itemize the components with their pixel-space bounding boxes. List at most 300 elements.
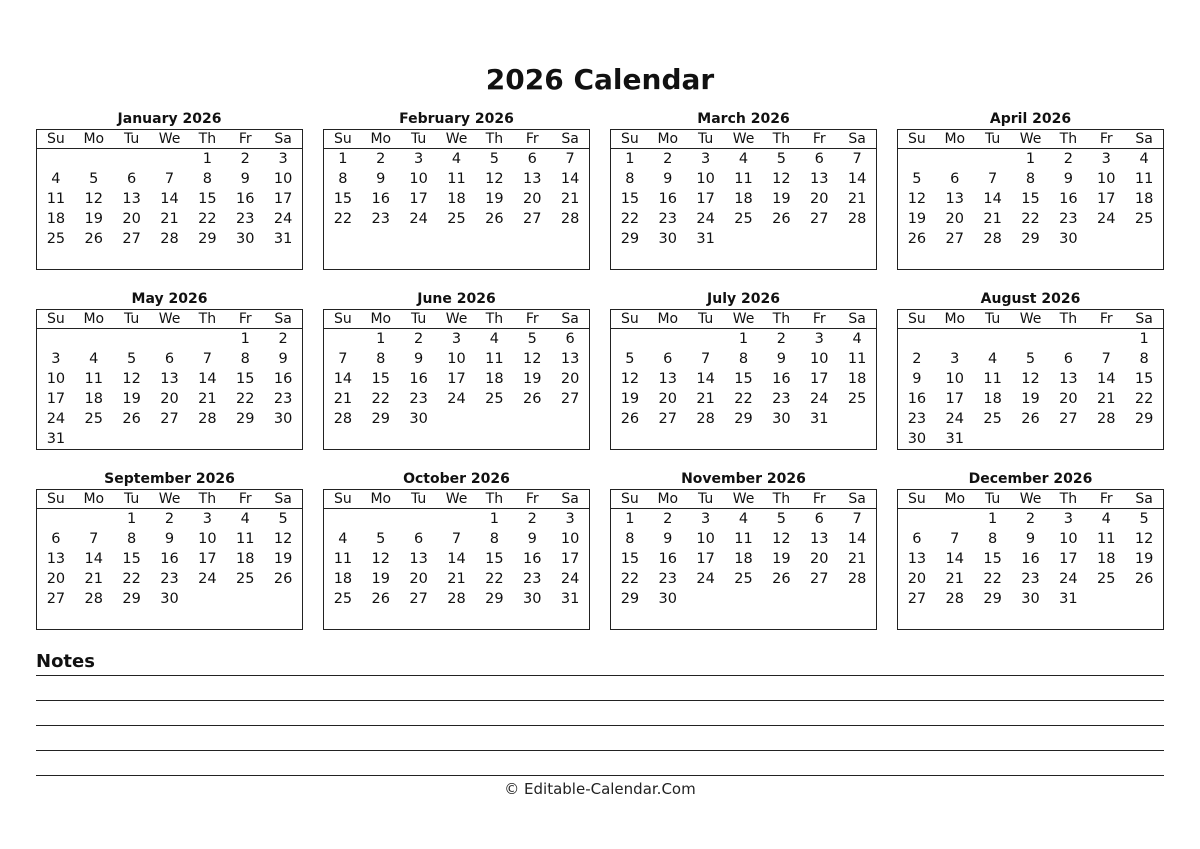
day-empty	[362, 509, 400, 529]
day-cell: 11	[447, 171, 466, 187]
day-cell: 7	[852, 151, 862, 167]
day-cell: 2	[663, 511, 673, 527]
day-cell: 13	[1059, 371, 1078, 387]
month-table	[36, 309, 303, 450]
day-cell: 1	[738, 331, 749, 347]
day-cell: 3	[202, 511, 212, 527]
day-cell: 20	[46, 571, 66, 587]
day-cell: 3	[414, 151, 424, 167]
day-cell: 30	[658, 231, 677, 247]
weekday-label: We	[732, 131, 755, 147]
day-cell: 26	[84, 231, 103, 247]
day-cell: 24	[1096, 211, 1116, 227]
day-cell: 20	[160, 391, 179, 407]
day-cell: 18	[1134, 191, 1154, 207]
months-grid	[36, 108, 1164, 632]
day-cell: 17	[409, 191, 428, 207]
weekday-header	[611, 310, 876, 329]
day-cell: 19	[122, 391, 141, 407]
day-cell: 21	[847, 551, 867, 567]
day-cell: 14	[160, 191, 179, 207]
weekday-label: Th	[485, 491, 504, 507]
day-cell: 29	[1134, 411, 1154, 427]
day-cell: 22	[485, 571, 504, 587]
weekday-label: Sa	[274, 311, 292, 327]
weekday-label: Su	[334, 311, 352, 327]
weekday-label: Sa	[274, 131, 292, 147]
day-cell: 12	[1021, 371, 1040, 387]
day-cell: 19	[371, 571, 390, 587]
month-block	[323, 108, 590, 270]
month-name: November 2026	[681, 471, 806, 487]
weekday-label: Mo	[83, 311, 105, 327]
day-cell: 4	[489, 331, 499, 347]
day-cell: 19	[772, 551, 791, 567]
day-cell: 24	[46, 411, 66, 427]
day-cell: 22	[983, 571, 1002, 587]
day-cell: 9	[663, 531, 673, 547]
day-cell: 10	[447, 351, 466, 367]
day-cell: 24	[273, 211, 293, 227]
day-cell: 4	[852, 331, 862, 347]
day-cell: 1	[338, 151, 348, 167]
day-cell: 24	[560, 571, 580, 587]
weekday-label: Mo	[83, 491, 105, 507]
day-cell: 28	[560, 211, 580, 227]
day-empty	[37, 149, 75, 169]
day-cell: 15	[122, 551, 141, 567]
day-cell: 27	[658, 411, 677, 427]
month-block	[610, 468, 877, 630]
weekday-label: We	[158, 311, 181, 327]
weekday-label: Tu	[123, 311, 140, 327]
month-table	[323, 129, 590, 270]
day-cell: 15	[485, 551, 504, 567]
day-cell: 10	[945, 371, 964, 387]
day-cell: 16	[1021, 551, 1040, 567]
day-cell: 24	[809, 391, 829, 407]
day-cell: 19	[273, 551, 293, 567]
day-cell: 6	[127, 171, 137, 187]
day-cell: 29	[620, 231, 640, 247]
day-cell: 7	[988, 171, 998, 187]
day-cell: 26	[772, 211, 791, 227]
day-cell: 28	[945, 591, 964, 607]
day-cell: 1	[625, 511, 635, 527]
day-cell: 10	[273, 171, 293, 187]
weekday-label: Tu	[410, 311, 427, 327]
month-block	[36, 108, 303, 270]
day-cell: 13	[46, 551, 66, 567]
month-table	[36, 489, 303, 630]
weekday-label: Th	[198, 491, 217, 507]
weekday-label: We	[1019, 131, 1042, 147]
day-empty	[898, 509, 936, 529]
day-cell: 2	[527, 511, 537, 527]
day-empty	[1087, 329, 1125, 349]
day-grid	[898, 509, 1163, 609]
day-cell: 2	[376, 151, 386, 167]
day-cell: 28	[160, 231, 179, 247]
day-cell: 29	[198, 231, 217, 247]
footer-copyright: © Editable-Calendar.Com	[504, 780, 696, 798]
day-cell: 17	[1096, 191, 1116, 207]
weekday-label: Su	[621, 311, 639, 327]
weekday-label: Sa	[561, 491, 579, 507]
day-cell: 26	[485, 211, 504, 227]
weekday-label: We	[445, 311, 468, 327]
day-cell: 29	[1021, 231, 1040, 247]
day-grid	[37, 329, 302, 449]
weekday-label: We	[732, 311, 755, 327]
weekday-label: Tu	[410, 131, 427, 147]
day-cell: 1	[376, 331, 386, 347]
day-cell: 4	[1139, 151, 1149, 167]
weekday-label: Fr	[525, 131, 539, 147]
day-cell: 26	[522, 391, 542, 407]
day-cell: 7	[950, 531, 960, 547]
day-cell: 30	[235, 231, 255, 247]
day-cell: 5	[489, 151, 499, 167]
weekday-label: Tu	[697, 131, 714, 147]
day-cell: 23	[658, 571, 677, 587]
month-block	[323, 468, 590, 630]
weekday-label: Mo	[657, 131, 679, 147]
day-cell: 5	[278, 511, 288, 527]
day-cell: 16	[658, 191, 677, 207]
weekday-label: Mo	[370, 131, 392, 147]
day-cell: 8	[625, 531, 635, 547]
day-cell: 7	[202, 351, 212, 367]
day-cell: 27	[160, 411, 179, 427]
weekday-label: Fr	[525, 311, 539, 327]
day-cell: 15	[371, 371, 390, 387]
day-cell: 25	[847, 391, 867, 407]
day-cell: 22	[1134, 391, 1154, 407]
day-cell: 26	[772, 571, 791, 587]
day-cell: 19	[485, 191, 504, 207]
day-cell: 7	[701, 351, 711, 367]
day-cell: 30	[1021, 591, 1040, 607]
day-cell: 9	[240, 171, 250, 187]
day-cell: 7	[338, 351, 348, 367]
day-cell: 22	[1021, 211, 1040, 227]
day-cell: 7	[565, 151, 575, 167]
day-cell: 27	[122, 231, 141, 247]
day-cell: 3	[1101, 151, 1111, 167]
day-cell: 8	[489, 531, 499, 547]
weekday-label: Sa	[848, 311, 866, 327]
day-cell: 22	[122, 571, 141, 587]
weekday-label: Fr	[812, 491, 826, 507]
weekday-label: Su	[334, 491, 352, 507]
weekday-label: Th	[1059, 491, 1078, 507]
day-cell: 17	[696, 191, 715, 207]
day-cell: 7	[852, 511, 862, 527]
day-cell: 9	[278, 351, 288, 367]
month-table	[610, 489, 877, 630]
day-cell: 16	[522, 551, 542, 567]
day-cell: 4	[338, 531, 348, 547]
day-cell: 13	[658, 371, 677, 387]
day-cell: 28	[847, 571, 867, 587]
month-block	[897, 288, 1164, 450]
day-cell: 31	[46, 431, 66, 447]
day-cell: 29	[122, 591, 141, 607]
day-cell: 1	[240, 331, 250, 347]
day-cell: 6	[164, 351, 175, 367]
day-cell: 19	[1021, 391, 1040, 407]
day-cell: 30	[907, 431, 927, 447]
day-cell: 7	[451, 531, 462, 547]
weekday-label: Tu	[123, 491, 140, 507]
day-cell: 27	[907, 591, 927, 607]
day-cell: 25	[983, 411, 1002, 427]
day-cell: 15	[333, 191, 353, 207]
day-cell: 22	[620, 211, 640, 227]
day-cell: 8	[988, 531, 998, 547]
weekday-label: We	[1019, 311, 1042, 327]
month-table	[897, 309, 1164, 450]
day-cell: 9	[1025, 531, 1036, 547]
day-cell: 15	[198, 191, 217, 207]
day-cell: 26	[122, 411, 141, 427]
weekday-label: We	[158, 491, 181, 507]
day-cell: 16	[273, 371, 293, 387]
day-cell: 20	[409, 571, 428, 587]
day-cell: 28	[198, 411, 217, 427]
weekday-label: Mo	[657, 311, 679, 327]
day-cell: 10	[1059, 531, 1078, 547]
day-cell: 29	[371, 411, 390, 427]
day-empty	[400, 509, 438, 529]
day-cell: 13	[409, 551, 428, 567]
weekday-label: Th	[772, 491, 791, 507]
day-cell: 30	[658, 591, 677, 607]
weekday-label: We	[445, 131, 468, 147]
day-cell: 20	[809, 551, 829, 567]
day-grid	[611, 149, 876, 249]
day-grid	[324, 329, 589, 429]
day-cell: 6	[814, 151, 824, 167]
day-cell: 25	[46, 231, 66, 247]
day-cell: 2	[1063, 151, 1073, 167]
day-cell: 4	[738, 511, 749, 527]
day-cell: 21	[84, 571, 103, 587]
day-cell: 20	[522, 191, 542, 207]
day-cell: 3	[701, 511, 711, 527]
day-empty	[75, 329, 113, 349]
day-cell: 3	[565, 511, 575, 527]
day-grid	[898, 149, 1163, 249]
month-name: May 2026	[131, 291, 208, 307]
day-cell: 5	[1025, 351, 1036, 367]
weekday-header	[611, 130, 876, 149]
day-cell: 27	[409, 591, 428, 607]
day-cell: 21	[945, 571, 964, 587]
day-cell: 27	[945, 231, 964, 247]
day-cell: 13	[907, 551, 927, 567]
day-cell: 11	[333, 551, 353, 567]
day-cell: 14	[696, 371, 715, 387]
weekday-label: We	[732, 491, 755, 507]
day-cell: 30	[160, 591, 179, 607]
weekday-label: Mo	[944, 311, 966, 327]
notes-line	[36, 750, 1164, 751]
weekday-header	[324, 310, 589, 329]
day-cell: 10	[409, 171, 428, 187]
day-cell: 20	[658, 391, 677, 407]
day-cell: 4	[988, 351, 998, 367]
day-cell: 22	[235, 391, 255, 407]
day-empty	[974, 149, 1012, 169]
day-cell: 9	[1063, 171, 1073, 187]
day-cell: 6	[663, 351, 673, 367]
day-cell: 25	[734, 211, 753, 227]
weekday-label: Su	[621, 131, 639, 147]
weekday-label: Sa	[561, 311, 579, 327]
month-name: January 2026	[117, 111, 222, 127]
day-grid	[324, 149, 589, 229]
day-cell: 18	[333, 571, 353, 587]
day-cell: 16	[409, 371, 428, 387]
month-name: March 2026	[697, 111, 790, 127]
day-cell: 19	[522, 371, 542, 387]
day-cell: 31	[945, 431, 964, 447]
notes-line	[36, 675, 1164, 676]
day-empty	[188, 329, 226, 349]
day-cell: 2	[776, 331, 786, 347]
day-cell: 10	[696, 171, 715, 187]
day-cell: 3	[950, 351, 960, 367]
day-cell: 6	[527, 151, 537, 167]
day-cell: 17	[696, 551, 715, 567]
day-empty	[687, 329, 725, 349]
day-cell: 31	[1059, 591, 1078, 607]
day-cell: 10	[1096, 171, 1116, 187]
day-empty	[324, 329, 362, 349]
day-cell: 6	[565, 331, 575, 347]
day-empty	[936, 509, 974, 529]
day-cell: 11	[84, 371, 103, 387]
notes-line	[36, 775, 1164, 776]
weekday-label: Sa	[274, 491, 292, 507]
day-cell: 25	[447, 211, 466, 227]
day-cell: 2	[1025, 511, 1036, 527]
weekday-label: We	[1019, 491, 1042, 507]
month-block	[36, 288, 303, 450]
day-cell: 17	[809, 371, 829, 387]
day-cell: 23	[658, 211, 677, 227]
weekday-label: Sa	[1135, 311, 1153, 327]
day-cell: 30	[409, 411, 428, 427]
page-title: 2026 Calendar	[485, 63, 715, 96]
day-cell: 13	[945, 191, 964, 207]
day-cell: 18	[734, 191, 753, 207]
day-cell: 22	[371, 391, 390, 407]
month-block	[897, 108, 1164, 270]
day-cell: 1	[988, 511, 998, 527]
weekday-header	[611, 490, 876, 509]
weekday-header	[898, 310, 1163, 329]
day-cell: 27	[522, 211, 542, 227]
day-cell: 14	[198, 371, 217, 387]
day-empty	[113, 149, 151, 169]
day-cell: 13	[122, 191, 141, 207]
day-cell: 18	[485, 371, 504, 387]
day-cell: 3	[278, 151, 288, 167]
day-cell: 30	[772, 411, 791, 427]
month-table	[610, 129, 877, 270]
day-empty	[151, 149, 189, 169]
weekday-label: Su	[47, 491, 65, 507]
day-cell: 14	[1096, 371, 1116, 387]
day-cell: 27	[809, 571, 829, 587]
weekday-label: Fr	[238, 311, 252, 327]
day-cell: 27	[46, 591, 66, 607]
day-cell: 11	[734, 531, 753, 547]
weekday-header	[324, 490, 589, 509]
month-block	[323, 288, 590, 450]
day-cell: 15	[620, 551, 640, 567]
day-empty	[611, 329, 649, 349]
day-empty	[1012, 329, 1050, 349]
day-cell: 28	[983, 231, 1002, 247]
weekday-label: Sa	[848, 491, 866, 507]
day-cell: 28	[696, 411, 715, 427]
day-empty	[898, 329, 936, 349]
day-cell: 6	[1063, 351, 1073, 367]
day-cell: 16	[160, 551, 179, 567]
day-cell: 29	[235, 411, 255, 427]
day-cell: 4	[51, 171, 61, 187]
day-cell: 2	[240, 151, 250, 167]
day-cell: 14	[983, 191, 1002, 207]
day-cell: 29	[485, 591, 504, 607]
day-empty	[37, 509, 75, 529]
month-table	[897, 129, 1164, 270]
day-cell: 20	[1059, 391, 1078, 407]
day-cell: 11	[46, 191, 66, 207]
day-cell: 3	[814, 331, 824, 347]
weekday-header	[37, 130, 302, 149]
day-empty	[936, 149, 974, 169]
month-block	[897, 468, 1164, 630]
day-cell: 3	[451, 331, 462, 347]
day-cell: 1	[625, 151, 635, 167]
day-cell: 3	[51, 351, 61, 367]
day-cell: 24	[447, 391, 466, 407]
weekday-label: Su	[47, 131, 65, 147]
day-cell: 14	[333, 371, 353, 387]
month-block	[36, 468, 303, 630]
day-cell: 16	[1059, 191, 1078, 207]
day-cell: 1	[1025, 151, 1036, 167]
day-cell: 24	[945, 411, 964, 427]
day-cell: 8	[1139, 351, 1149, 367]
weekday-label: Tu	[697, 311, 714, 327]
month-table	[323, 309, 590, 450]
day-cell: 5	[89, 171, 99, 187]
weekday-header	[37, 490, 302, 509]
weekday-label: Fr	[1099, 131, 1113, 147]
weekday-header	[324, 130, 589, 149]
day-cell: 17	[1059, 551, 1078, 567]
weekday-label: Tu	[984, 311, 1001, 327]
day-cell: 14	[560, 171, 580, 187]
day-cell: 28	[1096, 411, 1116, 427]
day-cell: 5	[527, 331, 537, 347]
